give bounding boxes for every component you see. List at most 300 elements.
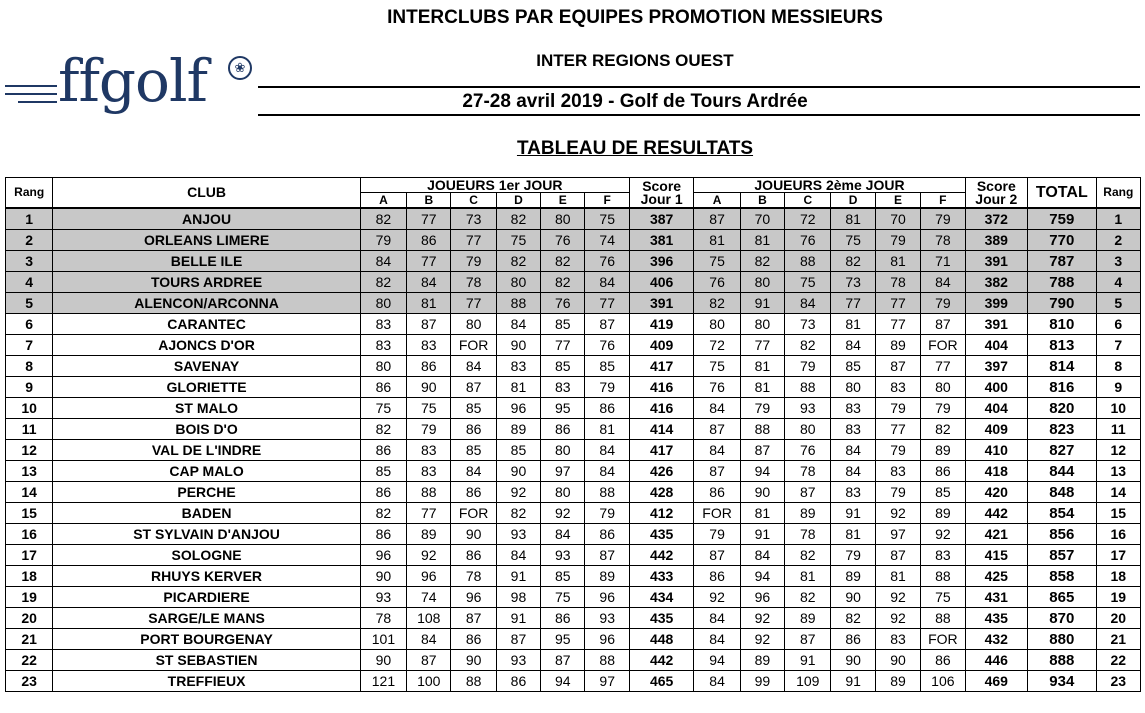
rank-cell: 7 xyxy=(6,335,53,356)
col-day1-d: D xyxy=(496,193,540,209)
day1-player-score-cell: 93 xyxy=(541,545,585,566)
day2-player-score-cell: 89 xyxy=(785,503,831,524)
day2-player-score-cell: 97 xyxy=(875,524,920,545)
day2-player-score-cell: 84 xyxy=(694,440,740,461)
col-day2-b: B xyxy=(740,193,784,209)
day1-player-score-cell: 88 xyxy=(407,482,451,503)
col-day1-b: B xyxy=(407,193,451,209)
day1-player-score-cell: 92 xyxy=(407,545,451,566)
day1-player-score-cell: 82 xyxy=(541,251,585,272)
day2-player-score-cell: 83 xyxy=(831,398,875,419)
day2-player-score-cell: 83 xyxy=(875,377,920,398)
table-row xyxy=(6,503,1141,524)
day2-player-score-cell: 90 xyxy=(875,650,920,671)
day1-total-cell: 434 xyxy=(629,587,694,608)
table-row xyxy=(6,208,1141,230)
day2-player-score-cell: 84 xyxy=(694,398,740,419)
rooster-icon: ❀ xyxy=(228,56,252,80)
day2-player-score-cell: 86 xyxy=(694,482,740,503)
day2-player-score-cell: 89 xyxy=(921,440,965,461)
club-name-cell: RHUYS KERVER xyxy=(53,566,360,587)
day2-player-score-cell: 83 xyxy=(875,461,920,482)
day1-player-score-cell: 75 xyxy=(541,587,585,608)
day2-player-score-cell: 77 xyxy=(875,419,920,440)
day1-player-score-cell: 84 xyxy=(360,251,406,272)
day2-player-score-cell: 78 xyxy=(785,524,831,545)
header-rule xyxy=(258,86,1140,88)
table-row xyxy=(6,293,1141,314)
day1-player-score-cell: 88 xyxy=(496,293,540,314)
day2-player-score-cell: 81 xyxy=(740,503,784,524)
day1-total-cell: 428 xyxy=(629,482,694,503)
day2-total-cell: 442 xyxy=(965,503,1027,524)
club-name-cell: PORT BOURGENAY xyxy=(53,629,360,650)
day2-player-score-cell: 86 xyxy=(921,650,965,671)
day2-player-score-cell: 73 xyxy=(785,314,831,335)
day1-player-score-cell: 86 xyxy=(451,629,496,650)
table-row xyxy=(6,398,1141,419)
day2-player-score-cell: 83 xyxy=(831,419,875,440)
day1-player-score-cell: 86 xyxy=(585,398,629,419)
day1-player-score-cell: 86 xyxy=(360,482,406,503)
club-name-cell: BELLE ILE xyxy=(53,251,360,272)
day2-player-score-cell: 99 xyxy=(740,671,784,692)
day1-total-cell: 391 xyxy=(629,293,694,314)
day1-player-score-cell: 86 xyxy=(360,440,406,461)
day1-player-score-cell: 76 xyxy=(541,293,585,314)
day2-player-score-cell: 106 xyxy=(921,671,965,692)
day2-player-score-cell: 77 xyxy=(875,293,920,314)
day1-total-cell: 433 xyxy=(629,566,694,587)
club-name-cell: PICARDIERE xyxy=(53,587,360,608)
logo-wordmark: ffgolf xyxy=(58,47,207,115)
day1-player-score-cell: 92 xyxy=(541,503,585,524)
day1-player-score-cell: 93 xyxy=(496,650,540,671)
day2-player-score-cell: 70 xyxy=(740,208,784,230)
rank-right-cell: 3 xyxy=(1096,251,1140,272)
day1-total-cell: 448 xyxy=(629,629,694,650)
document-title: INTERCLUBS PAR EQUIPES PROMOTION MESSIEURS xyxy=(387,7,883,28)
table-row xyxy=(6,608,1141,629)
day2-player-score-cell: 89 xyxy=(785,608,831,629)
day1-player-score-cell: 84 xyxy=(585,440,629,461)
overall-total-cell: 816 xyxy=(1028,377,1097,398)
club-name-cell: AJONCS D'OR xyxy=(53,335,360,356)
day2-player-score-cell: 72 xyxy=(694,335,740,356)
day1-player-score-cell: 83 xyxy=(407,461,451,482)
day2-player-score-cell: 80 xyxy=(831,377,875,398)
day1-player-score-cell: 87 xyxy=(496,629,540,650)
day2-player-score-cell: 91 xyxy=(740,524,784,545)
day1-total-cell: 417 xyxy=(629,440,694,461)
club-name-cell: ALENCON/ARCONNA xyxy=(53,293,360,314)
day1-player-score-cell: 77 xyxy=(407,503,451,524)
day2-player-score-cell: 91 xyxy=(831,671,875,692)
day2-player-score-cell: 82 xyxy=(831,608,875,629)
day1-player-score-cell: 78 xyxy=(451,566,496,587)
rank-cell: 8 xyxy=(6,356,53,377)
day1-total-cell: 416 xyxy=(629,398,694,419)
day2-player-score-cell: 77 xyxy=(831,293,875,314)
day2-player-score-cell: 91 xyxy=(831,503,875,524)
day2-player-score-cell: 90 xyxy=(740,482,784,503)
overall-total-cell: 790 xyxy=(1028,293,1097,314)
event-underline xyxy=(258,114,1140,116)
day1-player-score-cell: 90 xyxy=(451,650,496,671)
day2-player-score-cell: 90 xyxy=(831,587,875,608)
day1-player-score-cell: 85 xyxy=(451,398,496,419)
day1-player-score-cell: 82 xyxy=(360,272,406,293)
day1-player-score-cell: 83 xyxy=(407,335,451,356)
day1-player-score-cell: 85 xyxy=(496,440,540,461)
day1-player-score-cell: 81 xyxy=(496,377,540,398)
day2-player-score-cell: 84 xyxy=(831,335,875,356)
day1-total-cell: 381 xyxy=(629,230,694,251)
day2-total-cell: 418 xyxy=(965,461,1027,482)
day1-player-score-cell: 93 xyxy=(496,524,540,545)
day1-player-score-cell: 80 xyxy=(541,482,585,503)
day2-player-score-cell: 96 xyxy=(740,587,784,608)
day2-player-score-cell: 79 xyxy=(785,356,831,377)
day1-total-cell: 442 xyxy=(629,650,694,671)
day1-player-score-cell: 85 xyxy=(360,461,406,482)
day2-player-score-cell: 75 xyxy=(694,356,740,377)
day2-player-score-cell: 77 xyxy=(921,356,965,377)
col-day2-a: A xyxy=(694,193,740,209)
day1-player-score-cell: 100 xyxy=(407,671,451,692)
day2-player-score-cell: FOR xyxy=(921,629,965,650)
rank-right-cell: 23 xyxy=(1096,671,1140,692)
header-row-1 xyxy=(6,178,1141,193)
day2-player-score-cell: 76 xyxy=(785,440,831,461)
rank-right-cell: 17 xyxy=(1096,545,1140,566)
day2-total-cell: 400 xyxy=(965,377,1027,398)
day2-player-score-cell: 92 xyxy=(875,587,920,608)
day1-player-score-cell: 84 xyxy=(496,314,540,335)
day2-player-score-cell: 81 xyxy=(831,314,875,335)
day2-player-score-cell: 79 xyxy=(921,398,965,419)
logo-rule-left-3 xyxy=(18,101,57,103)
day1-player-score-cell: 98 xyxy=(496,587,540,608)
day1-player-score-cell: 90 xyxy=(360,650,406,671)
day1-player-score-cell: 80 xyxy=(360,293,406,314)
day2-player-score-cell: 77 xyxy=(740,335,784,356)
day1-player-score-cell: 96 xyxy=(496,398,540,419)
club-name-cell: PERCHE xyxy=(53,482,360,503)
day1-player-score-cell: 78 xyxy=(451,272,496,293)
rank-right-cell: 16 xyxy=(1096,524,1140,545)
day1-player-score-cell: 97 xyxy=(585,671,629,692)
overall-total-cell: 844 xyxy=(1028,461,1097,482)
rank-right-cell: 10 xyxy=(1096,398,1140,419)
day1-player-score-cell: 83 xyxy=(541,377,585,398)
day1-player-score-cell: 108 xyxy=(407,608,451,629)
day1-player-score-cell: 89 xyxy=(407,524,451,545)
rank-cell: 6 xyxy=(6,314,53,335)
day1-player-score-cell: 84 xyxy=(496,545,540,566)
day2-player-score-cell: 86 xyxy=(694,566,740,587)
day2-player-score-cell: 81 xyxy=(740,230,784,251)
day1-total-cell: 406 xyxy=(629,272,694,293)
rank-cell: 3 xyxy=(6,251,53,272)
day2-player-score-cell: 77 xyxy=(875,314,920,335)
day2-total-cell: 435 xyxy=(965,608,1027,629)
rank-cell: 22 xyxy=(6,650,53,671)
day1-player-score-cell: 77 xyxy=(451,293,496,314)
day2-player-score-cell: 87 xyxy=(921,314,965,335)
day1-player-score-cell: 75 xyxy=(585,208,629,230)
day1-player-score-cell: 77 xyxy=(407,251,451,272)
day1-player-score-cell: 75 xyxy=(360,398,406,419)
day2-total-cell: 391 xyxy=(965,251,1027,272)
day1-player-score-cell: 82 xyxy=(360,419,406,440)
day2-player-score-cell: 88 xyxy=(921,566,965,587)
day2-player-score-cell: 85 xyxy=(831,356,875,377)
day1-total-cell: 442 xyxy=(629,545,694,566)
table-row xyxy=(6,419,1141,440)
overall-total-cell: 856 xyxy=(1028,524,1097,545)
day2-player-score-cell: 82 xyxy=(831,251,875,272)
day2-player-score-cell: 83 xyxy=(921,545,965,566)
col-day1-e: E xyxy=(541,193,585,209)
day1-player-score-cell: 76 xyxy=(585,251,629,272)
day2-player-score-cell: 76 xyxy=(694,272,740,293)
day2-player-score-cell: 88 xyxy=(785,377,831,398)
day2-player-score-cell: 84 xyxy=(921,272,965,293)
day1-player-score-cell: 86 xyxy=(360,524,406,545)
day2-player-score-cell: 75 xyxy=(785,272,831,293)
day1-player-score-cell: 81 xyxy=(407,293,451,314)
overall-total-cell: 770 xyxy=(1028,230,1097,251)
rank-cell: 9 xyxy=(6,377,53,398)
day2-player-score-cell: 109 xyxy=(785,671,831,692)
overall-total-cell: 865 xyxy=(1028,587,1097,608)
overall-total-cell: 759 xyxy=(1028,208,1097,230)
day2-player-score-cell: 78 xyxy=(785,461,831,482)
day2-player-score-cell: 87 xyxy=(785,482,831,503)
day1-player-score-cell: 79 xyxy=(585,503,629,524)
day2-player-score-cell: 79 xyxy=(921,208,965,230)
day2-player-score-cell: 89 xyxy=(831,566,875,587)
day1-player-score-cell: 79 xyxy=(585,377,629,398)
day1-player-score-cell: 85 xyxy=(541,566,585,587)
day2-player-score-cell: 92 xyxy=(921,524,965,545)
table-row xyxy=(6,335,1141,356)
club-name-cell: ORLEANS LIMERE xyxy=(53,230,360,251)
overall-total-cell: 814 xyxy=(1028,356,1097,377)
day2-player-score-cell: 83 xyxy=(831,482,875,503)
rank-cell: 14 xyxy=(6,482,53,503)
day1-player-score-cell: 96 xyxy=(360,545,406,566)
club-name-cell: CARANTEC xyxy=(53,314,360,335)
day1-player-score-cell: 86 xyxy=(451,545,496,566)
day2-player-score-cell: 82 xyxy=(785,587,831,608)
day1-player-score-cell: 84 xyxy=(407,272,451,293)
day2-player-score-cell: 92 xyxy=(740,608,784,629)
rank-right-cell: 4 xyxy=(1096,272,1140,293)
table-row xyxy=(6,545,1141,566)
col-day2-e: E xyxy=(875,193,920,209)
day2-player-score-cell: 81 xyxy=(831,524,875,545)
day1-player-score-cell: 90 xyxy=(451,524,496,545)
overall-total-cell: 888 xyxy=(1028,650,1097,671)
day2-player-score-cell: 94 xyxy=(740,461,784,482)
day1-player-score-cell: 85 xyxy=(541,314,585,335)
results-table xyxy=(5,177,1141,692)
day1-player-score-cell: 95 xyxy=(541,629,585,650)
day2-player-score-cell: 79 xyxy=(875,482,920,503)
day1-player-score-cell: 86 xyxy=(496,671,540,692)
day1-player-score-cell: 87 xyxy=(541,650,585,671)
overall-total-cell: 858 xyxy=(1028,566,1097,587)
day2-player-score-cell: 81 xyxy=(831,208,875,230)
day1-player-score-cell: 95 xyxy=(541,398,585,419)
overall-total-cell: 857 xyxy=(1028,545,1097,566)
day2-player-score-cell: 91 xyxy=(785,650,831,671)
club-name-cell: SAVENAY xyxy=(53,356,360,377)
day1-player-score-cell: 83 xyxy=(360,335,406,356)
day2-player-score-cell: 92 xyxy=(740,629,784,650)
day1-player-score-cell: 90 xyxy=(496,335,540,356)
overall-total-cell: 870 xyxy=(1028,608,1097,629)
day1-player-score-cell: 87 xyxy=(585,545,629,566)
day1-player-score-cell: 87 xyxy=(407,314,451,335)
overall-total-cell: 813 xyxy=(1028,335,1097,356)
day2-player-score-cell: 83 xyxy=(875,629,920,650)
club-name-cell: BOIS D'O xyxy=(53,419,360,440)
day2-total-cell: 431 xyxy=(965,587,1027,608)
col-day2-f: F xyxy=(921,193,965,209)
day1-player-score-cell: 74 xyxy=(585,230,629,251)
rank-right-cell: 13 xyxy=(1096,461,1140,482)
day2-player-score-cell: 92 xyxy=(875,608,920,629)
rank-right-cell: 1 xyxy=(1096,208,1140,230)
club-name-cell: ST SYLVAIN D'ANJOU xyxy=(53,524,360,545)
day1-player-score-cell: 81 xyxy=(585,419,629,440)
day1-player-score-cell: 79 xyxy=(407,419,451,440)
day1-player-score-cell: 97 xyxy=(541,461,585,482)
day1-player-score-cell: 77 xyxy=(541,335,585,356)
day2-player-score-cell: 87 xyxy=(694,545,740,566)
day1-player-score-cell: 77 xyxy=(451,230,496,251)
rank-cell: 19 xyxy=(6,587,53,608)
day2-total-cell: 399 xyxy=(965,293,1027,314)
day2-total-cell: 389 xyxy=(965,230,1027,251)
table-row xyxy=(6,440,1141,461)
day1-player-score-cell: 87 xyxy=(451,377,496,398)
day1-player-score-cell: 89 xyxy=(585,566,629,587)
day2-player-score-cell: 81 xyxy=(875,251,920,272)
day2-player-score-cell: 82 xyxy=(921,419,965,440)
day2-player-score-cell: 94 xyxy=(694,650,740,671)
day2-total-cell: 391 xyxy=(965,314,1027,335)
day2-total-cell: 446 xyxy=(965,650,1027,671)
day1-player-score-cell: 96 xyxy=(585,629,629,650)
day2-player-score-cell: 81 xyxy=(740,377,784,398)
day1-player-score-cell: 75 xyxy=(407,398,451,419)
day2-total-cell: 372 xyxy=(965,208,1027,230)
day1-player-score-cell: 93 xyxy=(360,587,406,608)
day1-total-cell: 416 xyxy=(629,377,694,398)
day2-player-score-cell: 87 xyxy=(740,440,784,461)
day2-total-cell: 404 xyxy=(965,398,1027,419)
table-row xyxy=(6,482,1141,503)
day1-total-cell: 426 xyxy=(629,461,694,482)
day1-player-score-cell: 90 xyxy=(360,566,406,587)
day1-player-score-cell: 84 xyxy=(585,461,629,482)
rank-cell: 16 xyxy=(6,524,53,545)
table-row xyxy=(6,671,1141,692)
day1-player-score-cell: 93 xyxy=(585,608,629,629)
day1-player-score-cell: 86 xyxy=(585,524,629,545)
rank-cell: 15 xyxy=(6,503,53,524)
rank-right-cell: 18 xyxy=(1096,566,1140,587)
day2-player-score-cell: 79 xyxy=(875,230,920,251)
table-row xyxy=(6,587,1141,608)
club-name-cell: ST SEBASTIEN xyxy=(53,650,360,671)
logo-rule-left-2 xyxy=(5,93,57,95)
day2-total-cell: 404 xyxy=(965,335,1027,356)
day2-player-score-cell: 85 xyxy=(921,482,965,503)
day1-player-score-cell: 77 xyxy=(585,293,629,314)
day1-player-score-cell: FOR xyxy=(451,335,496,356)
results-body xyxy=(6,208,1141,692)
day2-player-score-cell: 80 xyxy=(921,377,965,398)
day2-player-score-cell: 94 xyxy=(740,566,784,587)
col-score1: Score Jour 1 xyxy=(629,178,694,209)
day1-player-score-cell: 76 xyxy=(541,230,585,251)
rank-right-cell: 21 xyxy=(1096,629,1140,650)
day2-player-score-cell: 84 xyxy=(831,440,875,461)
day2-player-score-cell: 84 xyxy=(694,671,740,692)
rank-right-cell: 2 xyxy=(1096,230,1140,251)
day1-player-score-cell: 82 xyxy=(541,272,585,293)
day2-total-cell: 409 xyxy=(965,419,1027,440)
rank-cell: 20 xyxy=(6,608,53,629)
day2-player-score-cell: 87 xyxy=(785,629,831,650)
day2-player-score-cell: 86 xyxy=(831,629,875,650)
day2-player-score-cell: 73 xyxy=(831,272,875,293)
day2-player-score-cell: 89 xyxy=(875,335,920,356)
day1-player-score-cell: 82 xyxy=(496,251,540,272)
day1-player-score-cell: 80 xyxy=(496,272,540,293)
rank-right-cell: 22 xyxy=(1096,650,1140,671)
day2-player-score-cell: 81 xyxy=(785,566,831,587)
day2-player-score-cell: 82 xyxy=(785,545,831,566)
day1-player-score-cell: 88 xyxy=(451,671,496,692)
rank-cell: 18 xyxy=(6,566,53,587)
day2-player-score-cell: 79 xyxy=(694,524,740,545)
day1-player-score-cell: 88 xyxy=(585,482,629,503)
day1-player-score-cell: 82 xyxy=(360,208,406,230)
logo-rule-left xyxy=(5,85,57,87)
day1-player-score-cell: 86 xyxy=(541,419,585,440)
day1-player-score-cell: 90 xyxy=(496,461,540,482)
day2-total-cell: 382 xyxy=(965,272,1027,293)
club-name-cell: TREFFIEUX xyxy=(53,671,360,692)
col-day1-a: A xyxy=(360,193,406,209)
day1-player-score-cell: 84 xyxy=(451,356,496,377)
overall-total-cell: 820 xyxy=(1028,398,1097,419)
day1-player-score-cell: 86 xyxy=(451,482,496,503)
day1-total-cell: 417 xyxy=(629,356,694,377)
rank-right-cell: 7 xyxy=(1096,335,1140,356)
day1-player-score-cell: 85 xyxy=(541,356,585,377)
col-day2-d: D xyxy=(831,193,875,209)
day1-player-score-cell: 85 xyxy=(451,440,496,461)
day1-player-score-cell: 80 xyxy=(451,314,496,335)
club-name-cell: BADEN xyxy=(53,503,360,524)
